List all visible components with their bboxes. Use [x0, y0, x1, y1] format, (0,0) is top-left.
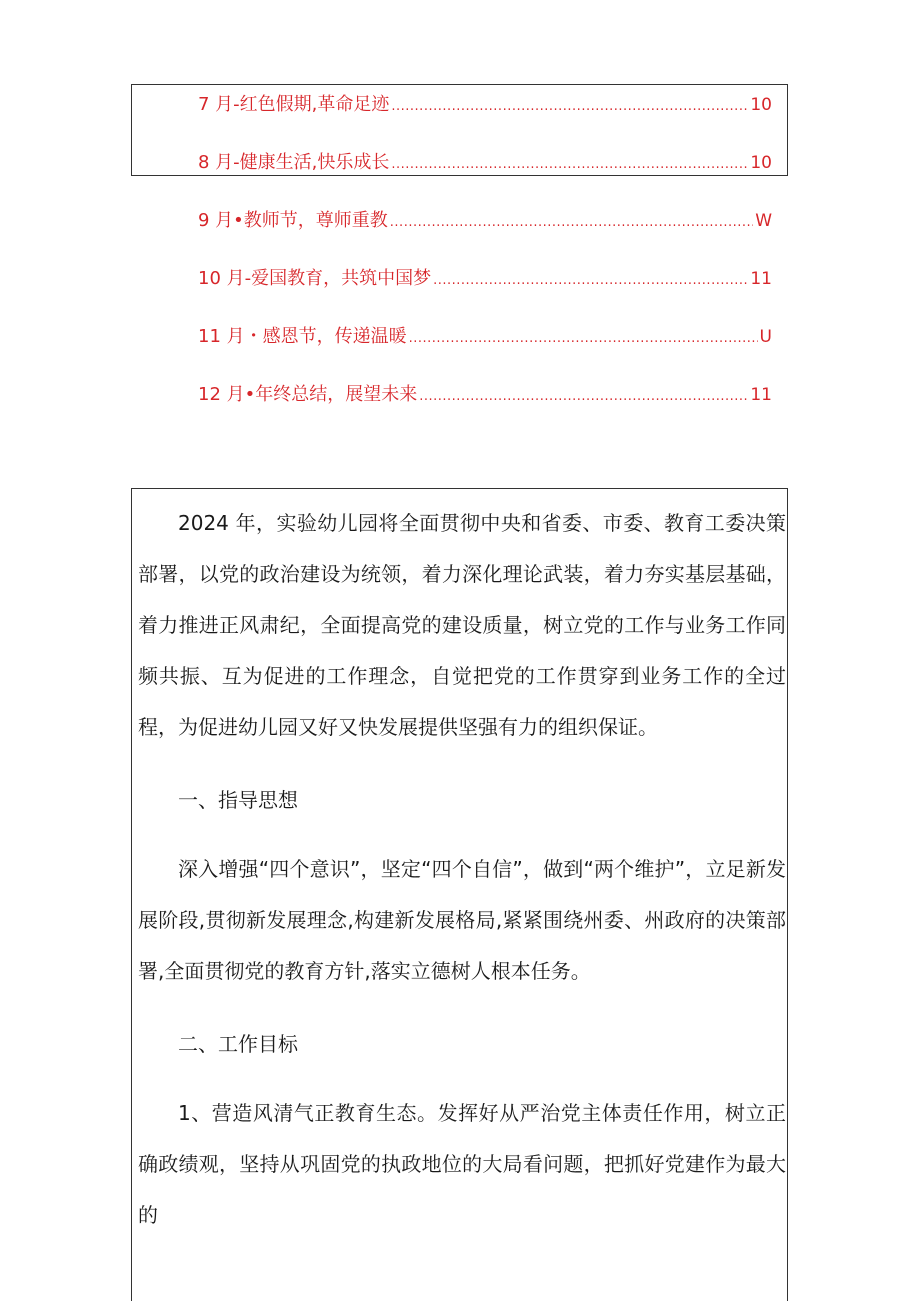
section-heading-guiding-ideology: 一、指导思想	[178, 788, 298, 812]
toc-dot-leader	[419, 378, 748, 416]
toc-entry-page: 11	[750, 385, 772, 405]
toc-entry[interactable]	[198, 86, 772, 144]
toc-entry[interactable]	[198, 376, 772, 434]
intro-paragraph: 2024 年，实验幼儿园将全面贯彻中央和省委、市委、教育工委决策部署，以党的政治建设为统领，着力深化理论武装，着力夯实基层基础，着力推进正风肃纪，全面提高党的建设质量，树立党的工作与业务工作同频共振、互为促进的工作理念，自觉把党的工作贯穿到业务工作的全过程，为促进幼儿园又好又快发展提供坚强有力的组织保证。	[138, 511, 786, 739]
toc-dot-leader	[433, 262, 748, 300]
toc-entry-page: 11	[750, 269, 772, 289]
toc-entry-page: 10	[750, 153, 772, 173]
toc-entry[interactable]	[198, 144, 772, 202]
toc-entry[interactable]	[198, 260, 772, 318]
toc-entry-title: 12 月•年终总结，展望未来	[198, 384, 418, 405]
table-of-contents	[198, 86, 772, 434]
spacer	[138, 826, 786, 844]
toc-entry-title: 9 月•教师节，尊师重教	[198, 210, 388, 231]
spacer	[138, 1070, 786, 1088]
toc-dot-leader	[391, 146, 748, 184]
guiding-ideology-paragraph: 深入增强“四个意识”，坚定“四个自信”，做到“两个维护”，立足新发展阶段,贯彻新发展理念,构建新发展格局,紧紧围绕州委、州政府的决策部署,全面贯彻党的教育方针,落实立德树人根本任务。	[138, 857, 786, 983]
work-goals-paragraph: 1、营造风清气正教育生态。发挥好从严治党主体责任作用，树立正确政绩观，坚持从巩固党的执政地位的大局看问题，把抓好党建作为最大的	[138, 1101, 786, 1227]
document-body	[138, 498, 786, 1241]
toc-entry-title: 11 月・感恩节，传递温暖	[198, 326, 407, 347]
toc-entry[interactable]	[198, 318, 772, 376]
toc-entry-page: W	[755, 211, 772, 231]
toc-entry-page: U	[759, 327, 772, 347]
toc-dot-leader	[391, 88, 748, 126]
toc-entry-page: 10	[750, 95, 772, 115]
toc-entry-title: 8 月-健康生活,快乐成长	[198, 152, 390, 173]
toc-entry[interactable]	[198, 202, 772, 260]
toc-entry-title: 7 月-红色假期,革命足迹	[198, 94, 390, 115]
toc-entry-title: 10 月-爱国教育，共筑中国梦	[198, 268, 432, 289]
spacer	[138, 997, 786, 1019]
toc-dot-leader	[390, 204, 753, 242]
section-heading-work-goals: 二、工作目标	[178, 1032, 298, 1056]
toc-dot-leader	[409, 320, 758, 358]
spacer	[138, 753, 786, 775]
